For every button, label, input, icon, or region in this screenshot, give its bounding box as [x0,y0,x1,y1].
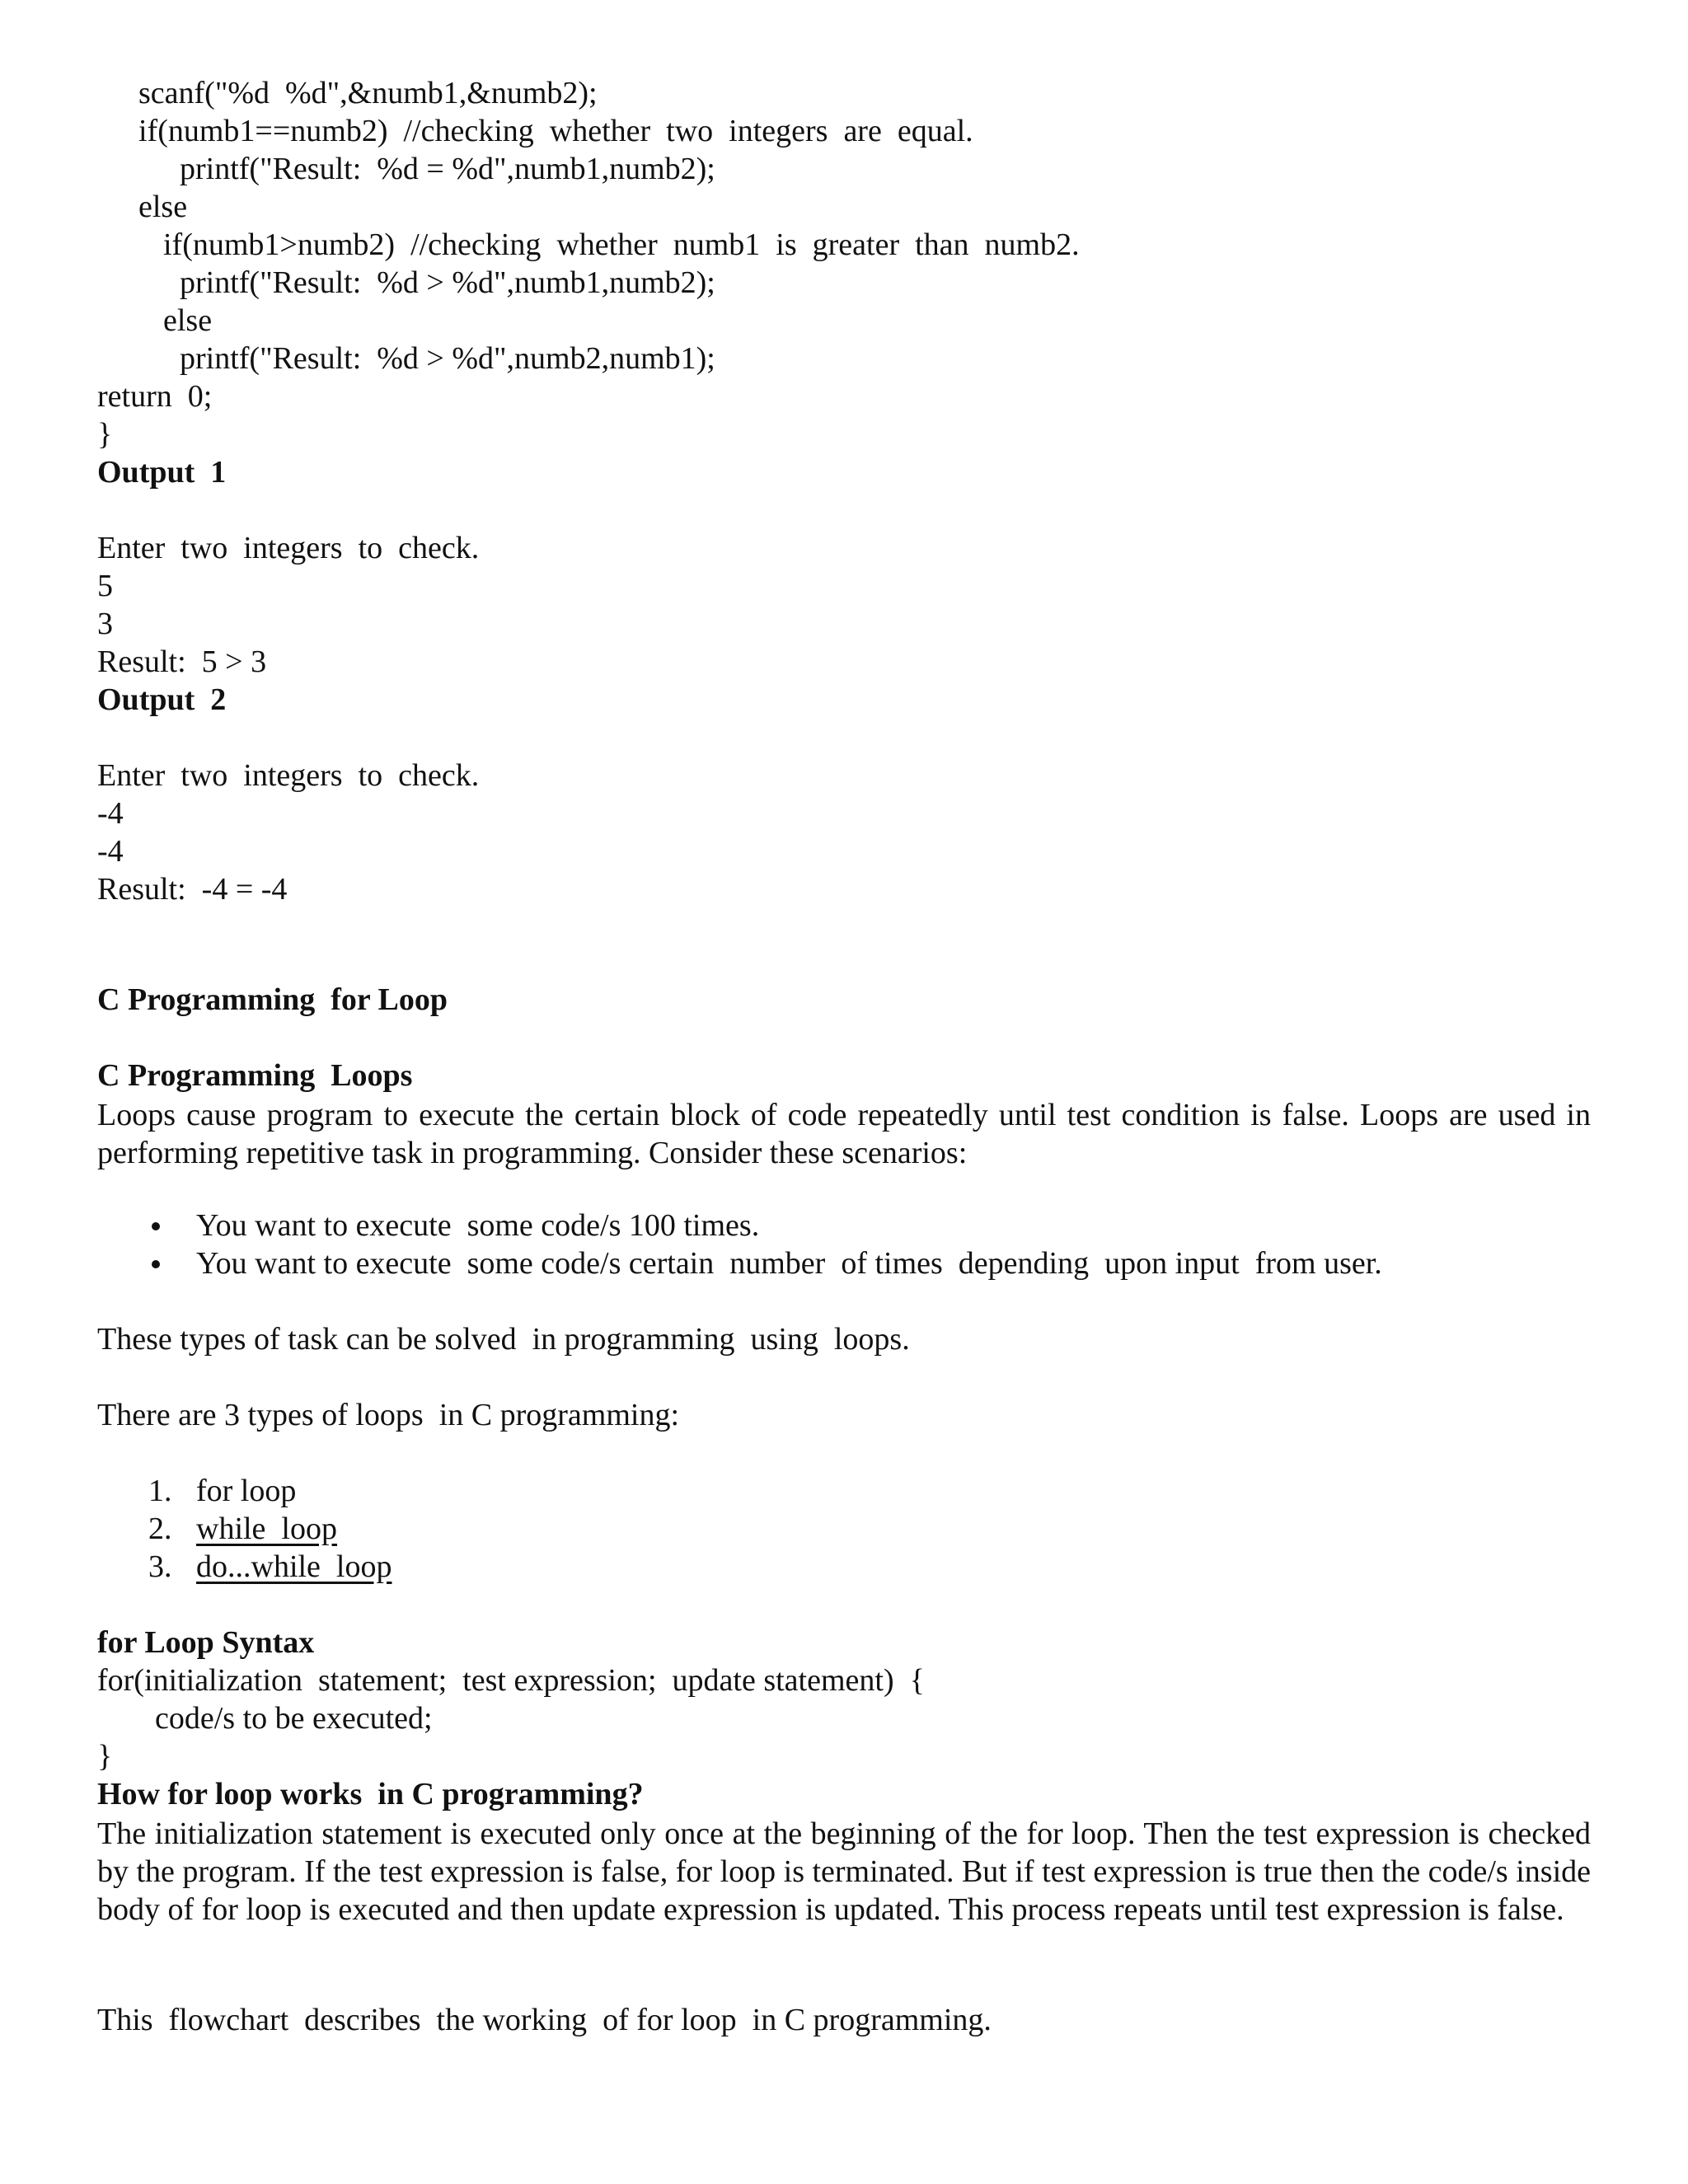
code-line: else [163,303,213,338]
output2-heading: Output 2 [97,682,227,717]
code-line: if(numb1==numb2) //checking whether two integers are equal. [138,114,973,148]
output1-heading: Output 1 [97,455,227,490]
flowchart-line: This flowchart describes the working of for loop in C programming. [97,2003,992,2037]
body-line: These types of task can be solved in programming using loops. [97,1322,910,1357]
while-loop-link[interactable]: while loop [196,1511,337,1546]
loops-paragraph: Loops cause program to execute the certain block of code repeatedly until test condition is false. Loops are used in performing repetitive task in programming. Consider these scenarios: [97,1098,1591,1170]
output2-line: Result: -4 = -4 [97,872,288,907]
code-line: scanf("%d %d",&numb1,&numb2); [138,76,598,110]
code-line: else [138,190,188,224]
output1-line: 5 [97,569,113,603]
syntax-line: code/s to be executed; [155,1701,433,1736]
code-line: printf("Result: %d = %d",numb1,numb2); [180,152,715,186]
bullet-icon [152,1260,160,1268]
output2-line: Enter two integers to check. [97,758,480,793]
body-line: There are 3 types of loops in C programming: [97,1398,680,1432]
code-line: if(numb1>numb2) //checking whether numb1 is greater than numb2. [163,227,1080,262]
syntax-line: for(initialization statement; test expression; update statement) { [97,1663,925,1698]
how-heading: How for loop works in C programming? [97,1777,644,1811]
bullet-item: You want to execute some code/s certain number of times depending upon input from user. [196,1246,1382,1281]
output1-line: 3 [97,607,113,641]
syntax-line: } [97,1739,113,1774]
syntax-heading: for Loop Syntax [97,1625,315,1660]
list-item-for-loop: for loop [196,1474,297,1508]
code-line: } [97,417,113,452]
section-title: C Programming for Loop [97,982,448,1017]
do-while-loop-link[interactable]: do...while loop [196,1549,392,1584]
how-paragraph: The initialization statement is executed only once at the beginning of the for loop. Then the test expression is checked by the program. If the test expression is false, for loop is terminated. But if test expression is true then the code/s inside body of for loop is executed and then update expression is updated. This process repeats until test expression is false. [97,1816,1591,1927]
list-number: 3. [148,1549,172,1584]
output1-line: Result: 5 > 3 [97,644,267,679]
bullet-icon [152,1222,160,1230]
code-line: return 0; [97,379,213,414]
output2-line: -4 [97,796,124,831]
list-number: 1. [148,1474,172,1508]
list-number: 2. [148,1511,172,1546]
output1-line: Enter two integers to check. [97,531,480,565]
code-line: printf("Result: %d > %d",numb1,numb2); [180,265,715,300]
code-line: printf("Result: %d > %d",numb2,numb1); [180,341,715,376]
loops-heading: C Programming Loops [97,1058,413,1093]
bullet-item: You want to execute some code/s 100 times. [196,1208,760,1243]
output2-line: -4 [97,834,124,869]
